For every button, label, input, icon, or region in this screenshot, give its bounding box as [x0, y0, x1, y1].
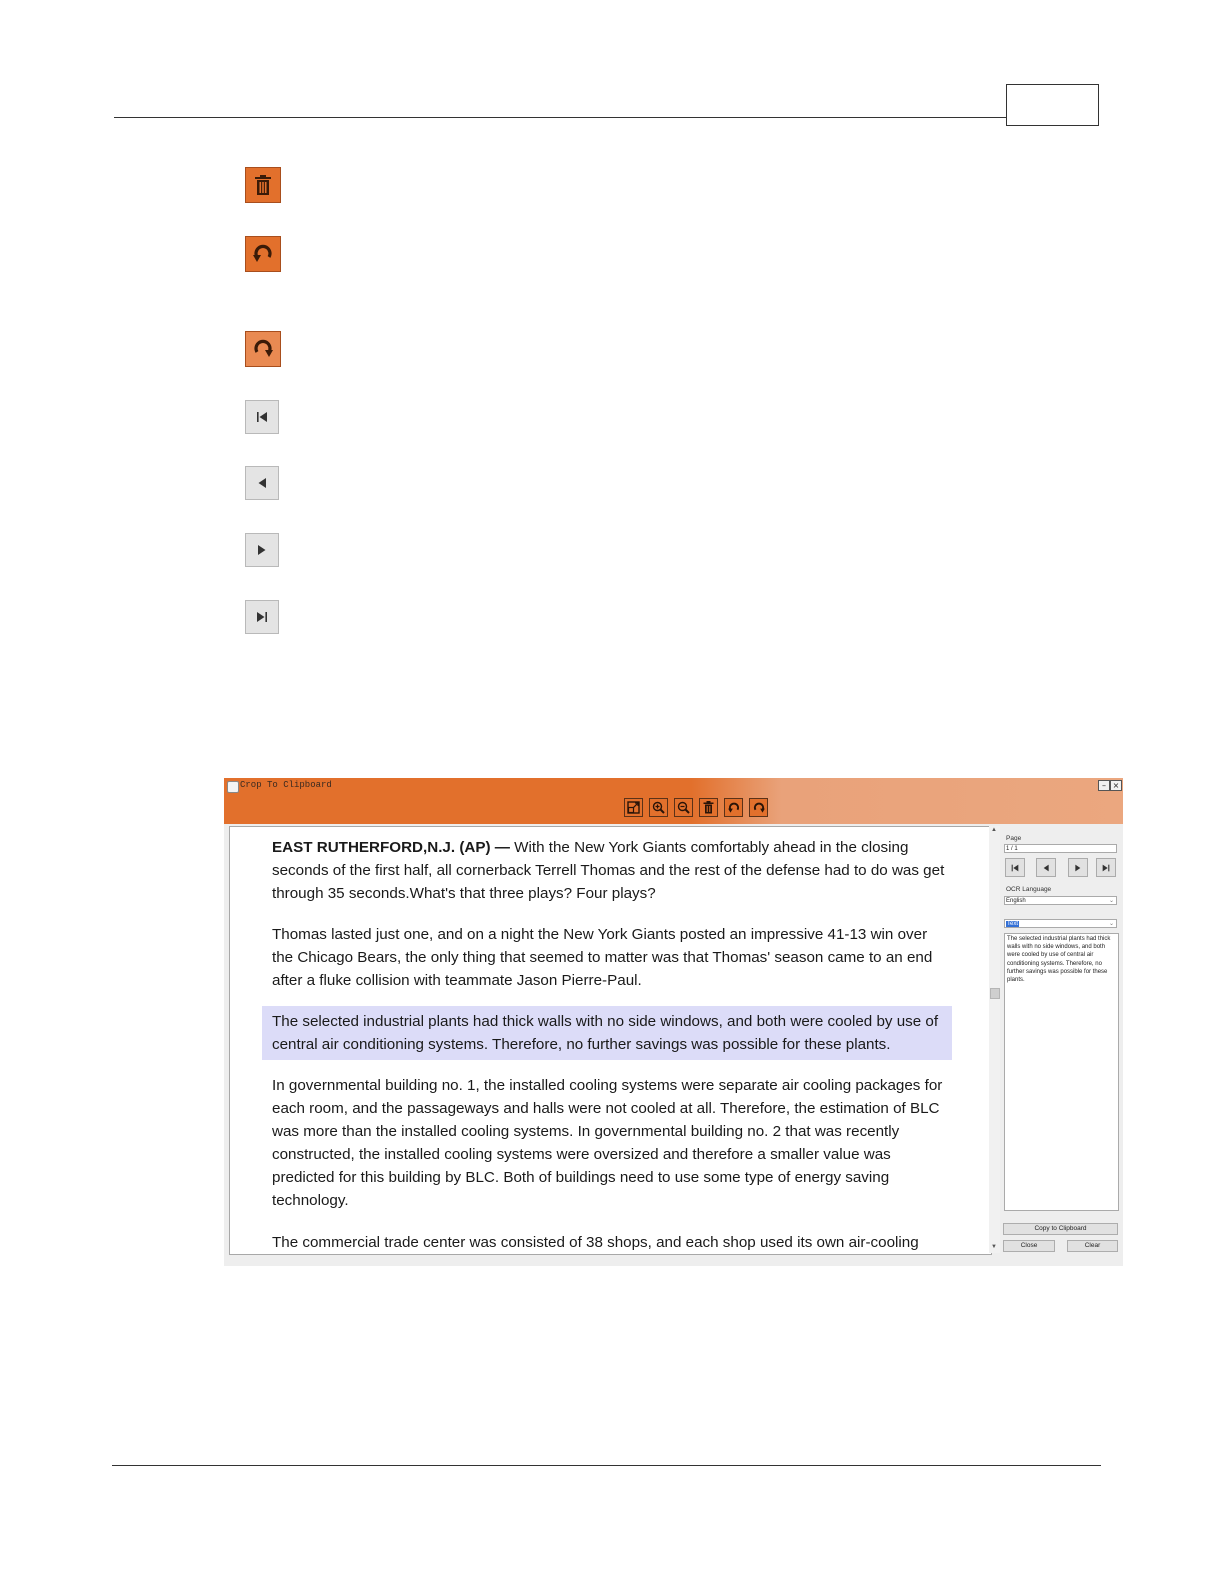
- window-titlebar[interactable]: [224, 778, 1123, 824]
- page-value: 1 / 1: [1006, 846, 1018, 852]
- scroll-down-icon[interactable]: ▼: [991, 1244, 997, 1250]
- output-mode-value: Text: [1007, 921, 1019, 927]
- paragraph-5: The commercial trade center was consisted of 38 shops, and each shop used its own air-cooling: [272, 1234, 919, 1251]
- page-field[interactable]: [1004, 844, 1117, 853]
- app-icon: [227, 781, 239, 793]
- rotate-right-icon: [245, 331, 281, 367]
- first-page-button[interactable]: [1005, 858, 1025, 877]
- last-page-button[interactable]: [1096, 858, 1116, 877]
- footer-rule: [112, 1465, 1101, 1466]
- paragraph-4: In governmental building no. 1, the installed cooling systems were separate air cooling packages for each room, and the passageways and halls were not cooled at all. Therefore, the estimation of BLC was more than the installed cooling systems. In governmental building no. 2 that was recently constructed, the installed cooling systems were oversized and therefore a smaller value was predicted for this building by BLC. Both of buildings need to use some type of energy saving technology.: [272, 1077, 943, 1209]
- delete-icon[interactable]: [699, 798, 718, 817]
- ocr-result-textarea[interactable]: The selected industrial plants had thick walls with no side windows, and both were cooled by use of central air conditioning systems. Therefore, no further savings was possible for these plants.: [1004, 933, 1119, 1211]
- crop-to-clipboard-window: [224, 778, 1123, 1266]
- header-rule: [114, 117, 1006, 118]
- chevron-down-icon: ⌄: [1108, 898, 1114, 904]
- clear-button[interactable]: Clear: [1067, 1240, 1118, 1252]
- close-button[interactable]: Close: [1003, 1240, 1055, 1252]
- next-page-button[interactable]: [1068, 858, 1088, 877]
- ocr-language-value: English: [1006, 898, 1026, 904]
- previous-page-icon: [245, 466, 279, 500]
- trash-icon: [245, 167, 281, 203]
- document-view[interactable]: [229, 826, 992, 1255]
- ocr-language-label: OCR Language: [1006, 886, 1052, 893]
- paragraph-1-dateline: EAST RUTHERFORD,N.J. (AP) —: [272, 839, 510, 856]
- close-window-button[interactable]: ×: [1110, 780, 1122, 791]
- output-mode-select[interactable]: [1004, 919, 1117, 928]
- rotate-right-toolbar-icon[interactable]: [749, 798, 768, 817]
- previous-page-button[interactable]: [1036, 858, 1056, 877]
- fit-page-icon[interactable]: [624, 798, 643, 817]
- rotate-left-toolbar-icon[interactable]: [724, 798, 743, 817]
- page-label: Page: [1006, 835, 1022, 842]
- rotate-left-icon: [245, 236, 281, 272]
- minimize-button[interactable]: –: [1098, 780, 1110, 791]
- chevron-down-icon: ⌄: [1108, 921, 1114, 927]
- last-page-icon: [245, 600, 279, 634]
- paragraph-2: Thomas lasted just one, and on a night the New York Giants posted an impressive 41-13 win over the Chicago Bears, the only thing that seemed to matter was that Thomas' season came to an end after a fluke collision with teammate Jason Pierre-Paul.: [272, 926, 933, 989]
- next-page-icon: [245, 533, 279, 567]
- paragraph-1-text: With the New York Giants comfortably ahead in the closing seconds of the first half, all cornerback Terrell Thomas and the rest of the defense had to do was get through 35 seconds.What's that three plays? Four plays?: [272, 839, 945, 902]
- scroll-thumb[interactable]: [990, 988, 1000, 999]
- header-page-box: [1006, 84, 1099, 126]
- paragraph-1: [272, 836, 948, 905]
- first-page-icon: [245, 400, 279, 434]
- vertical-scrollbar[interactable]: [989, 826, 1000, 1253]
- copy-to-clipboard-button[interactable]: Copy to Clipboard: [1003, 1223, 1118, 1235]
- window-title: Crop To Clipboard: [240, 780, 332, 790]
- zoom-in-icon[interactable]: [649, 798, 668, 817]
- ocr-language-select[interactable]: [1004, 896, 1117, 905]
- scroll-up-icon[interactable]: ▲: [991, 827, 997, 833]
- zoom-out-icon[interactable]: [674, 798, 693, 817]
- paragraph-3: The selected industrial plants had thick walls with no side windows, and both were cooled by use of central air conditioning systems. Therefore, no further savings was possible for these plants.: [272, 1013, 939, 1053]
